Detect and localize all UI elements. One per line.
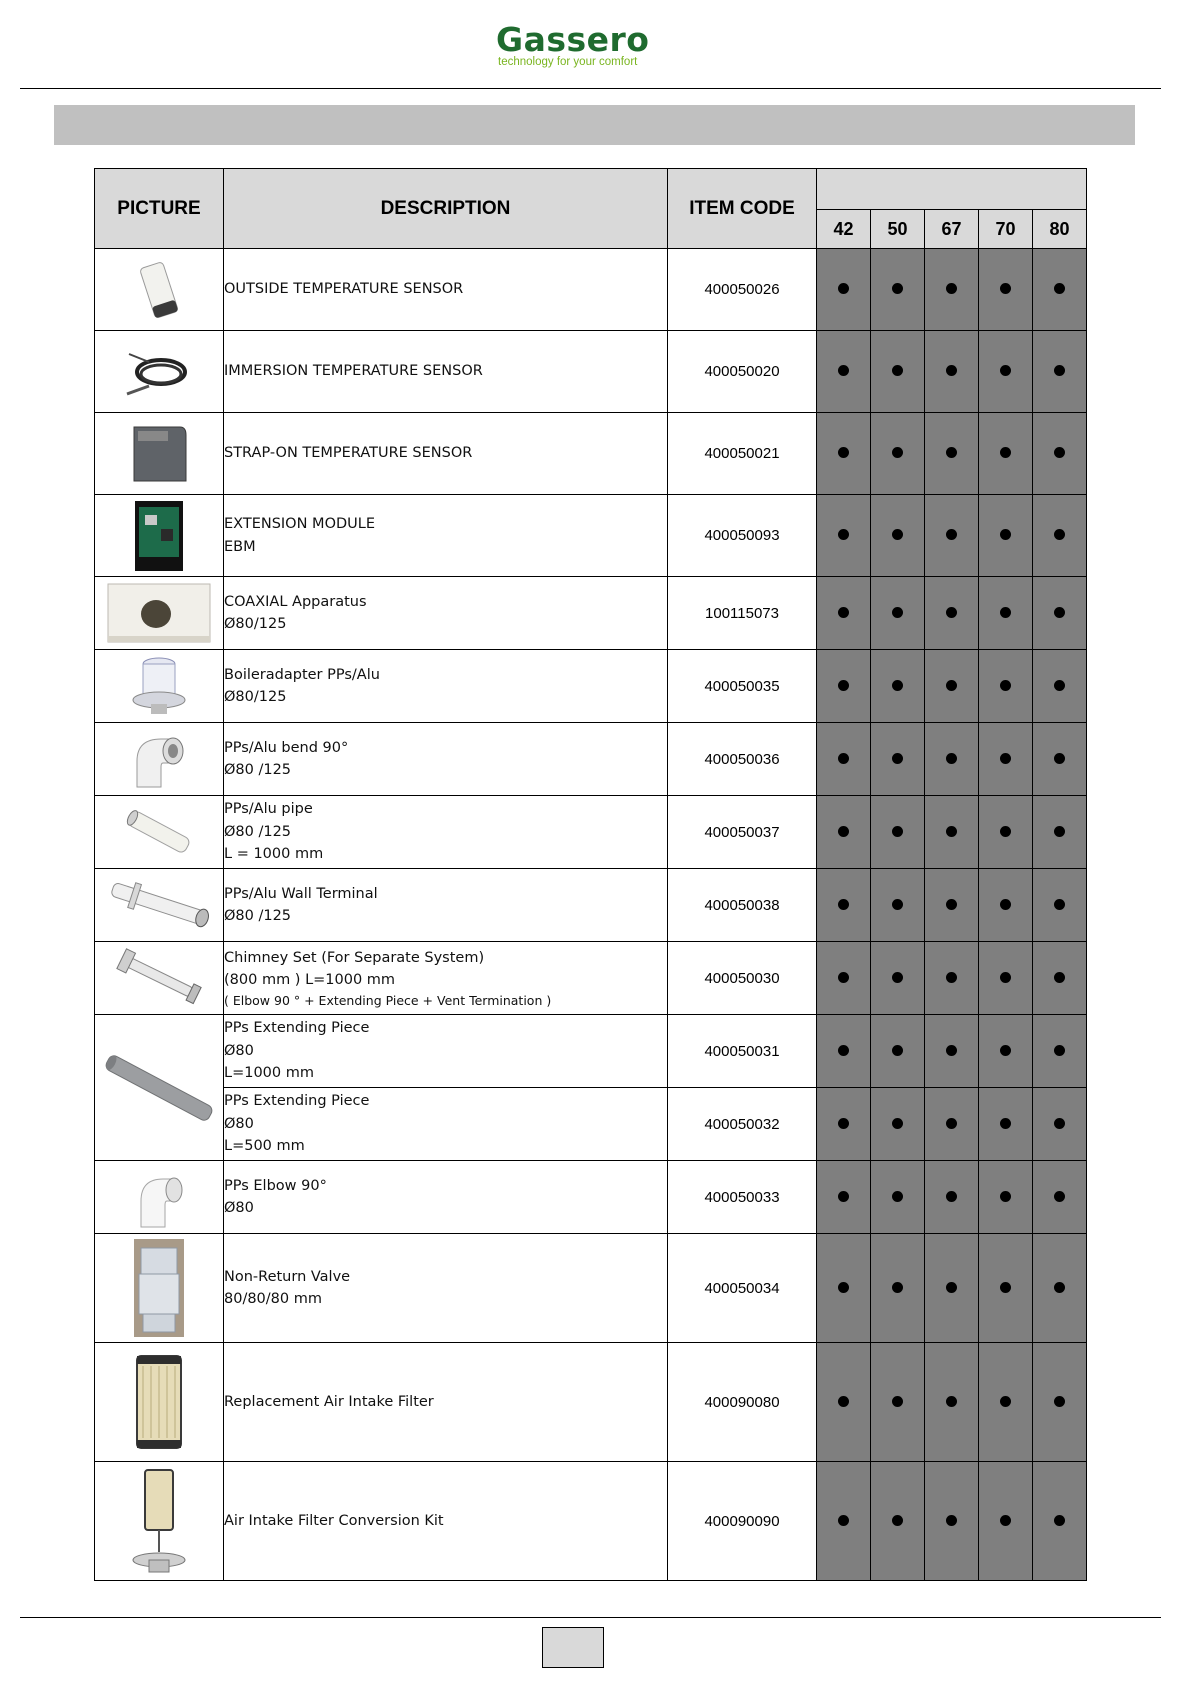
- availability-dot: [979, 650, 1033, 723]
- header-size-50: 50: [871, 210, 925, 249]
- availability-dot: [871, 1343, 925, 1462]
- chimney-set-photo: [95, 942, 224, 1015]
- table-row: [95, 495, 1087, 577]
- availability-dot: [1033, 1234, 1087, 1343]
- availability-dot: [1033, 495, 1087, 577]
- table-row: [95, 577, 1087, 650]
- description-line: L = 1000 mm: [224, 846, 324, 863]
- availability-dot: [979, 942, 1033, 1015]
- elbow-photo: [95, 1161, 224, 1234]
- description-cell: [224, 577, 668, 650]
- table-row: [95, 1015, 1087, 1088]
- availability-dot: [979, 1343, 1033, 1462]
- availability-dot: [871, 495, 925, 577]
- description-line: STRAP-ON TEMPERATURE SENSOR: [224, 445, 473, 462]
- item-code: 400050038: [668, 869, 817, 942]
- description-line: L=500 mm: [224, 1138, 305, 1155]
- availability-dot: [871, 942, 925, 1015]
- availability-dot: [1033, 577, 1087, 650]
- availability-dot: [925, 495, 979, 577]
- availability-dot: [1033, 1161, 1087, 1234]
- availability-dot: [817, 1343, 871, 1462]
- availability-dot: [817, 869, 871, 942]
- item-code: 400090090: [668, 1462, 817, 1581]
- availability-dot: [1033, 249, 1087, 331]
- table-row: [95, 723, 1087, 796]
- availability-dot: [817, 1161, 871, 1234]
- description-note: ( Elbow 90 ° + Extending Piece + Vent Termination ): [224, 992, 552, 1008]
- availability-dot: [817, 650, 871, 723]
- description-cell: [224, 495, 668, 577]
- header-size-80: 80: [1033, 210, 1087, 249]
- header-size-70: 70: [979, 210, 1033, 249]
- description-line: PPs Elbow 90°: [224, 1177, 327, 1194]
- availability-dot: [871, 1234, 925, 1343]
- item-code: 400050026: [668, 249, 817, 331]
- availability-dot: [925, 796, 979, 869]
- description-line: Ø80/125: [224, 689, 287, 705]
- availability-dot: [979, 869, 1033, 942]
- item-code: 400050034: [668, 1234, 817, 1343]
- availability-dot: [817, 723, 871, 796]
- description-line: Ø80: [224, 1115, 254, 1132]
- availability-dot: [979, 331, 1033, 413]
- brand-name: Gassero: [496, 20, 650, 59]
- availability-dot: [817, 796, 871, 869]
- availability-dot: [871, 723, 925, 796]
- description-line: OUTSIDE TEMPERATURE SENSOR: [224, 281, 464, 298]
- availability-dot: [817, 942, 871, 1015]
- availability-dot: [1033, 1343, 1087, 1462]
- table-row: [95, 1234, 1087, 1343]
- description-line: PPs/Alu Wall Terminal: [224, 885, 378, 902]
- description-line: Replacement Air Intake Filter: [224, 1393, 434, 1410]
- table-row: [95, 942, 1087, 1015]
- availability-dot: [817, 413, 871, 495]
- description-line: Ø80/125: [224, 616, 287, 632]
- availability-dot: [979, 796, 1033, 869]
- item-code: 400050031: [668, 1015, 817, 1088]
- header-picture: PICTURE: [95, 169, 224, 249]
- description-cell: [224, 942, 668, 1015]
- item-code: 400050020: [668, 331, 817, 413]
- table-row: [95, 869, 1087, 942]
- footer-rule: [20, 1617, 1161, 1618]
- description-line: L=1000 mm: [224, 1065, 314, 1082]
- availability-dot: [925, 1343, 979, 1462]
- availability-dot: [925, 577, 979, 650]
- availability-dot: [925, 723, 979, 796]
- availability-dot: [817, 249, 871, 331]
- availability-dot: [871, 331, 925, 413]
- availability-dot: [817, 1234, 871, 1343]
- availability-dot: [925, 1015, 979, 1088]
- description-cell: [224, 1234, 668, 1343]
- availability-dot: [1033, 1015, 1087, 1088]
- availability-dot: [925, 650, 979, 723]
- item-code: 400050021: [668, 413, 817, 495]
- description-cell: [224, 1462, 668, 1581]
- availability-dot: [871, 796, 925, 869]
- availability-dot: [925, 1234, 979, 1343]
- availability-dot: [871, 1462, 925, 1581]
- availability-dot: [925, 1161, 979, 1234]
- availability-dot: [1033, 869, 1087, 942]
- description-cell: [224, 331, 668, 413]
- item-code: 100115073: [668, 577, 817, 650]
- section-title-band: [54, 105, 1135, 145]
- availability-dot: [979, 1462, 1033, 1581]
- availability-dot: [817, 1015, 871, 1088]
- header-item-code: ITEM CODE: [668, 169, 817, 249]
- availability-dot: [979, 1234, 1033, 1343]
- description-cell: [224, 869, 668, 942]
- item-code: 400090080: [668, 1343, 817, 1462]
- availability-dot: [979, 495, 1033, 577]
- description-line: EXTENSION MODULE: [224, 516, 375, 532]
- description-cell: [224, 1343, 668, 1462]
- availability-dot: [925, 249, 979, 331]
- header-size-42: 42: [817, 210, 871, 249]
- item-code: 400050032: [668, 1088, 817, 1161]
- availability-dot: [925, 413, 979, 495]
- description-cell: [224, 249, 668, 331]
- item-code: 400050035: [668, 650, 817, 723]
- availability-dot: [871, 1161, 925, 1234]
- availability-dot: [871, 249, 925, 331]
- description-line: EBM: [224, 538, 256, 555]
- availability-dot: [1033, 796, 1087, 869]
- brand-logo: [496, 22, 656, 68]
- description-line: Non-Return Valve: [224, 1268, 351, 1285]
- outdoor-sensor-photo: [95, 249, 224, 331]
- header-models-band: [817, 169, 1087, 210]
- header-rule: [20, 88, 1161, 89]
- availability-dot: [817, 1462, 871, 1581]
- availability-dot: [817, 1088, 871, 1161]
- item-code: 400050037: [668, 796, 817, 869]
- table-row: [95, 331, 1087, 413]
- table-row: [95, 650, 1087, 723]
- boiler-adapter-photo: [95, 650, 224, 723]
- availability-dot: [979, 249, 1033, 331]
- header-description: DESCRIPTION: [224, 169, 668, 249]
- extending-piece-photo: [95, 1015, 224, 1161]
- description-line: PPs Extending Piece: [224, 1093, 370, 1110]
- description-line: (800 mm ) L=1000 mm: [224, 972, 396, 988]
- accessories-table: [94, 168, 1087, 1581]
- description-line: Chimney Set (For Separate System): [224, 949, 485, 966]
- item-code: 400050033: [668, 1161, 817, 1234]
- description-line: Ø80: [224, 1200, 254, 1216]
- coaxial-apparatus-photo: [95, 577, 224, 650]
- availability-dot: [817, 577, 871, 650]
- description-line: Ø80 /125: [224, 762, 292, 778]
- filter-kit-photo: [95, 1462, 224, 1581]
- description-line: IMMERSION TEMPERATURE SENSOR: [224, 363, 483, 380]
- description-line: Air Intake Filter Conversion Kit: [224, 1512, 444, 1529]
- air-filter-photo: [95, 1343, 224, 1462]
- availability-dot: [817, 331, 871, 413]
- description-line: Ø80 /125: [224, 823, 292, 840]
- availability-dot: [871, 577, 925, 650]
- description-line: Boileradapter PPs/Alu: [224, 666, 380, 683]
- description-cell: [224, 1161, 668, 1234]
- pipe-photo: [95, 796, 224, 869]
- availability-dot: [925, 869, 979, 942]
- table-row: [95, 249, 1087, 331]
- item-code: 400050030: [668, 942, 817, 1015]
- availability-dot: [871, 1088, 925, 1161]
- description-line: Ø80 /125: [224, 908, 292, 924]
- availability-dot: [1033, 942, 1087, 1015]
- brand-tagline: technology for your comfort: [498, 56, 638, 68]
- description-cell: [224, 650, 668, 723]
- extension-module-photo: [95, 495, 224, 577]
- availability-dot: [1033, 723, 1087, 796]
- bend-photo: [95, 723, 224, 796]
- description-line: Ø80: [224, 1042, 254, 1059]
- availability-dot: [979, 1161, 1033, 1234]
- availability-dot: [925, 331, 979, 413]
- description-cell: [224, 413, 668, 495]
- availability-dot: [925, 942, 979, 1015]
- item-code: 400050036: [668, 723, 817, 796]
- table-row: [95, 796, 1087, 869]
- availability-dot: [979, 1015, 1033, 1088]
- availability-dot: [925, 1088, 979, 1161]
- availability-dot: [925, 1462, 979, 1581]
- availability-dot: [979, 1088, 1033, 1161]
- availability-dot: [1033, 1088, 1087, 1161]
- non-return-valve-photo: [95, 1234, 224, 1343]
- strap-on-sensor-photo: [95, 413, 224, 495]
- availability-dot: [871, 1015, 925, 1088]
- availability-dot: [979, 577, 1033, 650]
- wall-terminal-photo: [95, 869, 224, 942]
- description-cell: [224, 1088, 668, 1161]
- availability-dot: [871, 413, 925, 495]
- availability-dot: [1033, 650, 1087, 723]
- description-line: PPs/Alu pipe: [224, 801, 313, 818]
- item-code: 400050093: [668, 495, 817, 577]
- table-row: [95, 1161, 1087, 1234]
- availability-dot: [871, 869, 925, 942]
- table-row: [95, 1462, 1087, 1581]
- description-cell: [224, 723, 668, 796]
- table-row: [95, 413, 1087, 495]
- availability-dot: [979, 723, 1033, 796]
- availability-dot: [817, 495, 871, 577]
- description-line: PPs Extending Piece: [224, 1020, 370, 1037]
- description-line: 80/80/80 mm: [224, 1291, 322, 1307]
- description-cell: [224, 796, 668, 869]
- page-number-box: [542, 1627, 604, 1668]
- availability-dot: [1033, 1462, 1087, 1581]
- table-row: [95, 1088, 1087, 1161]
- availability-dot: [979, 413, 1033, 495]
- availability-dot: [871, 650, 925, 723]
- availability-dot: [1033, 413, 1087, 495]
- immersion-sensor-photo: [95, 331, 224, 413]
- description-line: COAXIAL Apparatus: [224, 593, 367, 610]
- table-row: [95, 1343, 1087, 1462]
- description-cell: [224, 1015, 668, 1088]
- description-line: PPs/Alu bend 90°: [224, 739, 349, 756]
- availability-dot: [1033, 331, 1087, 413]
- header-size-67: 67: [925, 210, 979, 249]
